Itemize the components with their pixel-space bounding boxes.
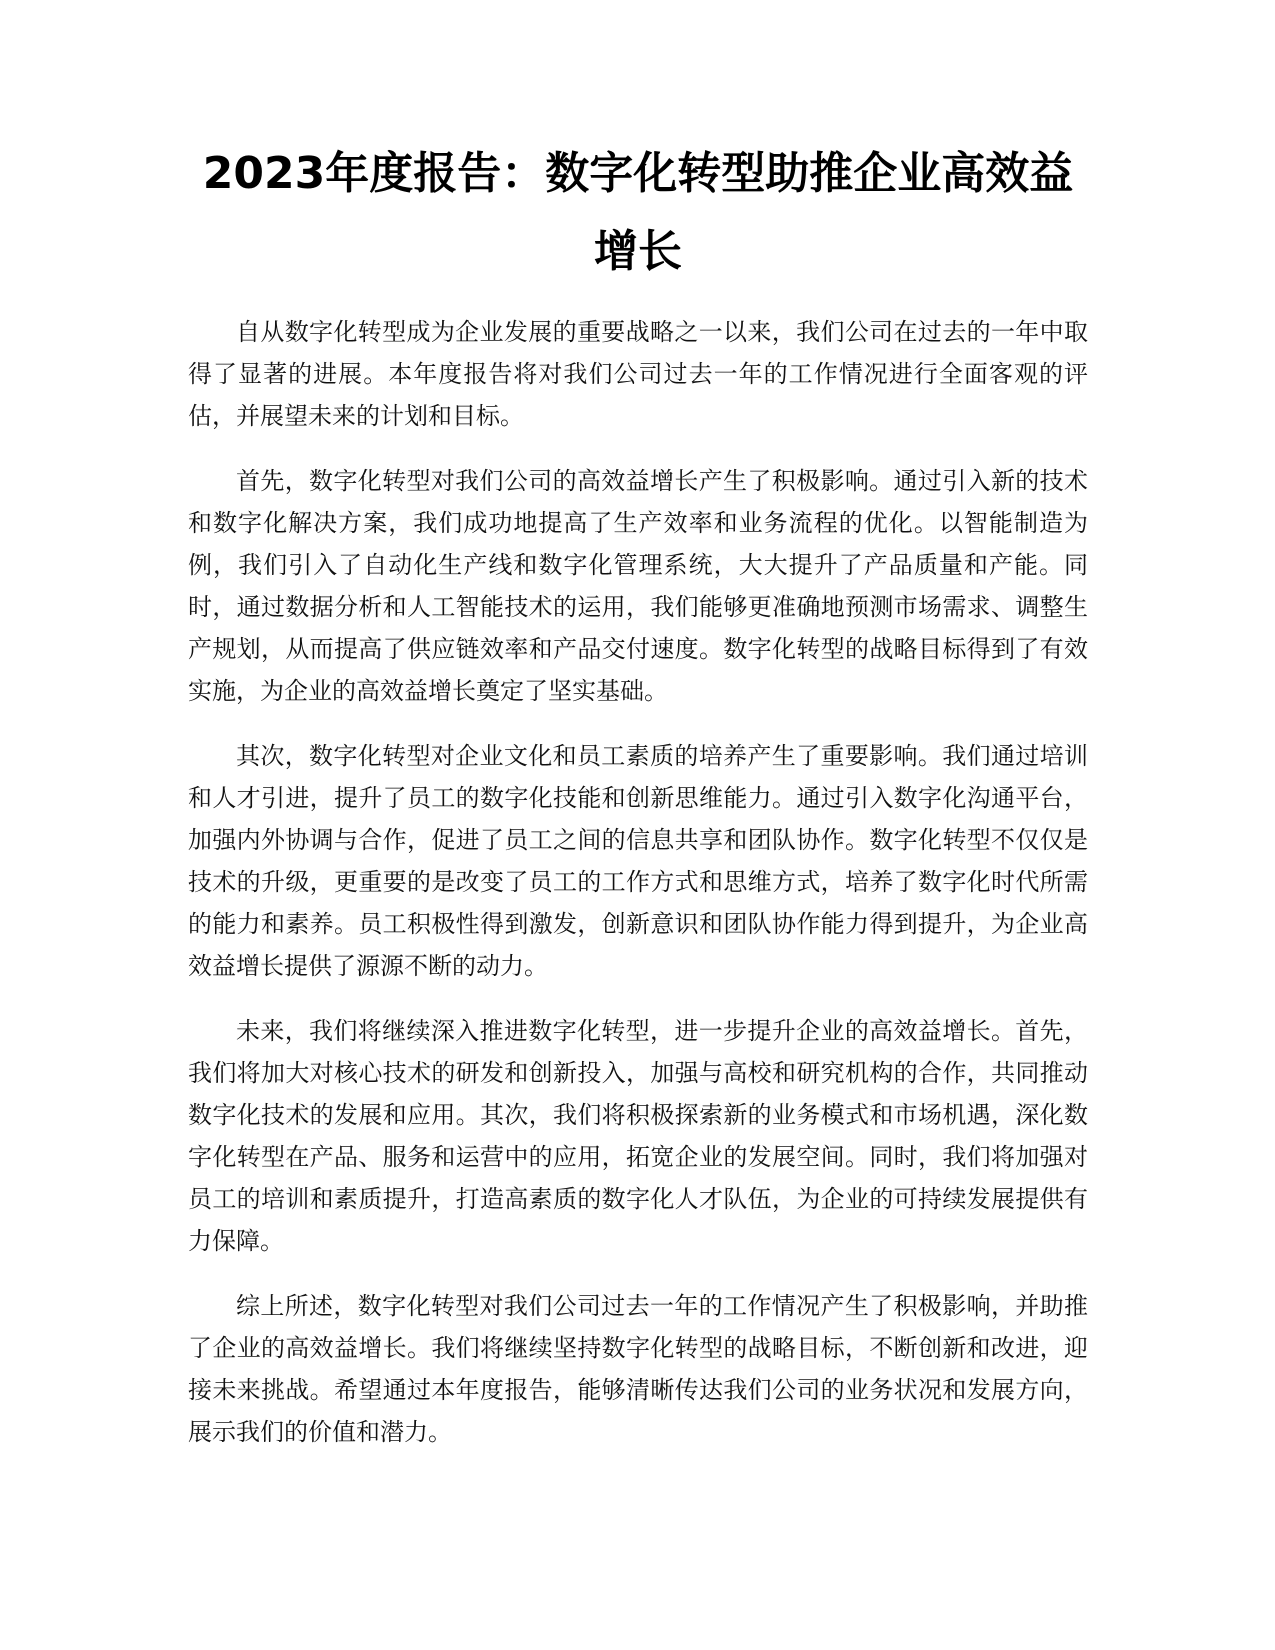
paragraph-growth-impact: 首先，数字化转型对我们公司的高效益增长产生了积极影响。通过引入新的技术和数字化解决方案，我们成功地提高了生产效率和业务流程的优化。以智能制造为例，我们引入了自动化生产线和数字化管理系统，大大提升了产品质量和产能。同时，通过数据分析和人工智能技术的运用，我们能够更准确地预测市场需求、调整生产规划，从而提高了供应链效率和产品交付速度。数字化转型的战略目标得到了有效实施，为企业的高效益增长奠定了坚实基础。 [188, 467, 1088, 705]
document-title-line-1: 2023年度报告：数字化转型助推企业高效益 [202, 148, 1074, 199]
paragraph-conclusion: 综上所述，数字化转型对我们公司过去一年的工作情况产生了积极影响，并助推了企业的高效益增长。我们将继续坚持数字化转型的战略目标，不断创新和改进，迎接未来挑战。希望通过本年度报告，能够清晰传达我们公司的业务状况和发展方向，展示我们的价值和潜力。 [188, 1292, 1088, 1446]
document-title [188, 135, 1088, 291]
paragraph-culture-impact: 其次，数字化转型对企业文化和员工素质的培养产生了重要影响。我们通过培训和人才引进，提升了员工的数字化技能和创新思维能力。通过引入数字化沟通平台，加强内外协调与合作，促进了员工之间的信息共享和团队协作。数字化转型不仅仅是技术的升级，更重要的是改变了员工的工作方式和思维方式，培养了数字化时代所需的能力和素养。员工积极性得到激发，创新意识和团队协作能力得到提升，为企业高效益增长提供了源源不断的动力。 [188, 742, 1088, 980]
document-page [188, 135, 1088, 1476]
document-title-line-2: 增长 [594, 226, 682, 277]
paragraph-future-plans: 未来，我们将继续深入推进数字化转型，进一步提升企业的高效益增长。首先，我们将加大对核心技术的研发和创新投入，加强与高校和研究机构的合作，共同推动数字化技术的发展和应用。其次，我们将积极探索新的业务模式和市场机遇，深化数字化转型在产品、服务和运营中的应用，拓宽企业的发展空间。同时，我们将加强对员工的培训和素质提升，打造高素质的数字化人才队伍，为企业的可持续发展提供有力保障。 [188, 1017, 1088, 1255]
document-body [188, 311, 1088, 1453]
paragraph-intro: 自从数字化转型成为企业发展的重要战略之一以来，我们公司在过去的一年中取得了显著的进展。本年度报告将对我们公司过去一年的工作情况进行全面客观的评估，并展望未来的计划和目标。 [188, 318, 1088, 430]
